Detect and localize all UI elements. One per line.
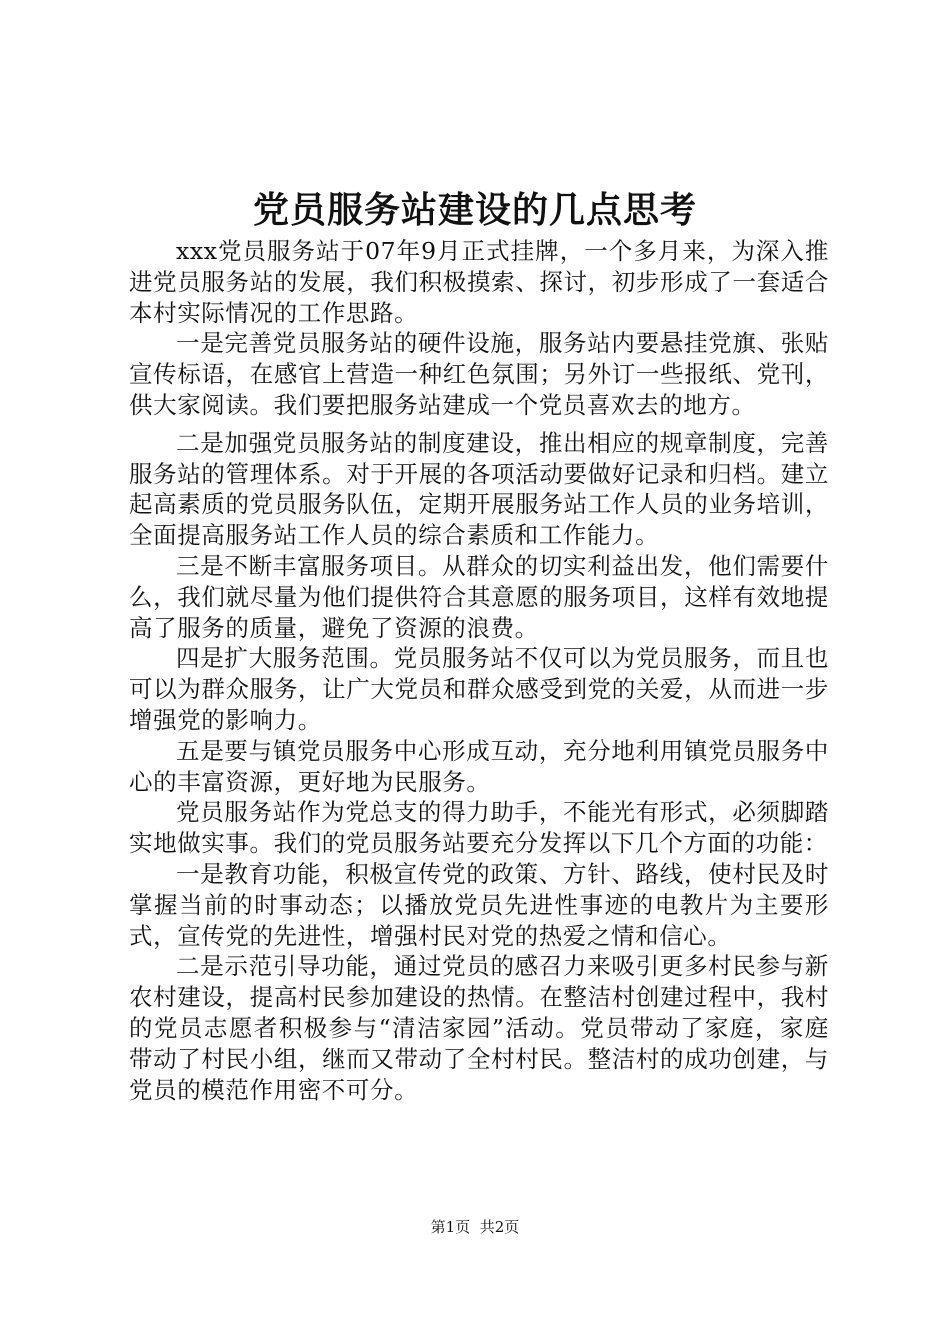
document-title: 党员服务站建设的几点思考 <box>252 189 697 231</box>
paragraph-intro: xxx党员服务站于07年9月正式挂牌，一个多月来，为深入推进党员服务站的发展，我们积极摸索、探讨，初步形成了一套适合本村实际情况的工作思路。 <box>129 237 829 327</box>
paragraph-hardware: 一是完善党员服务站的硬件设施，服务站内要悬挂党旗、张贴宣传标语，在感官上营造一种红色氛围；另外订一些报纸、党刊，供大家阅读。我们要把服务站建成一个党员喜欢去的地方。 <box>129 329 829 419</box>
paragraph-functions-intro: 党员服务站作为党总支的得力助手，不能光有形式，必须脚踏实地做实事。我们的党员服务站要充分发挥以下几个方面的功能： <box>129 798 829 858</box>
paragraph-education: 一是教育功能，积极宣传党的政策、方针、路线，使村民及时掌握当前的时事动态；以播放党员先进性事迹的电教片为主要形式，宣传党的先进性，增强村民对党的热爱之情和信心。 <box>129 859 829 950</box>
page-total: 共2页 <box>479 1218 520 1236</box>
page-footer <box>0 1217 950 1237</box>
paragraph-interaction: 五是要与镇党员服务中心形成互动，充分地利用镇党员服务中心的丰富资源，更好地为民服务。 <box>129 736 829 796</box>
paragraph-demonstration: 二是示范引导功能，通过党员的感召力来吸引更多村民参与新农村建设，提高村民参加建设的热情。在整洁村创建过程中，我村的党员志愿者积极参与“清洁家园”活动。党员带动了家庭，家庭带动了村民小组，继而又带动了全村村民。整洁村的成功创建，与党员的模范作用密不可分。 <box>129 952 829 1104</box>
paragraph-system: 二是加强党员服务站的制度建设，推出相应的规章制度，完善服务站的管理体系。对于开展的各项活动要做好记录和归档。建立起高素质的党员服务队伍，定期开展服务站工作人员的业务培训，全面提高服务站工作人员的综合素质和工作能力。 <box>129 428 829 550</box>
document-body <box>129 236 829 1105</box>
paragraph-services: 三是不断丰富服务项目。从群众的切实利益出发，他们需要什么，我们就尽量为他们提供符合其意愿的服务项目，这样有效地提高了服务的质量，避免了资源的浪费。 <box>129 551 829 642</box>
paragraph-scope: 四是扩大服务范围。党员服务站不仅可以为党员服务，而且也可以为群众服务，让广大党员和群众感受到党的关爱，从而进一步增强党的影响力。 <box>129 644 829 734</box>
page-number: 第1页 <box>430 1218 471 1236</box>
